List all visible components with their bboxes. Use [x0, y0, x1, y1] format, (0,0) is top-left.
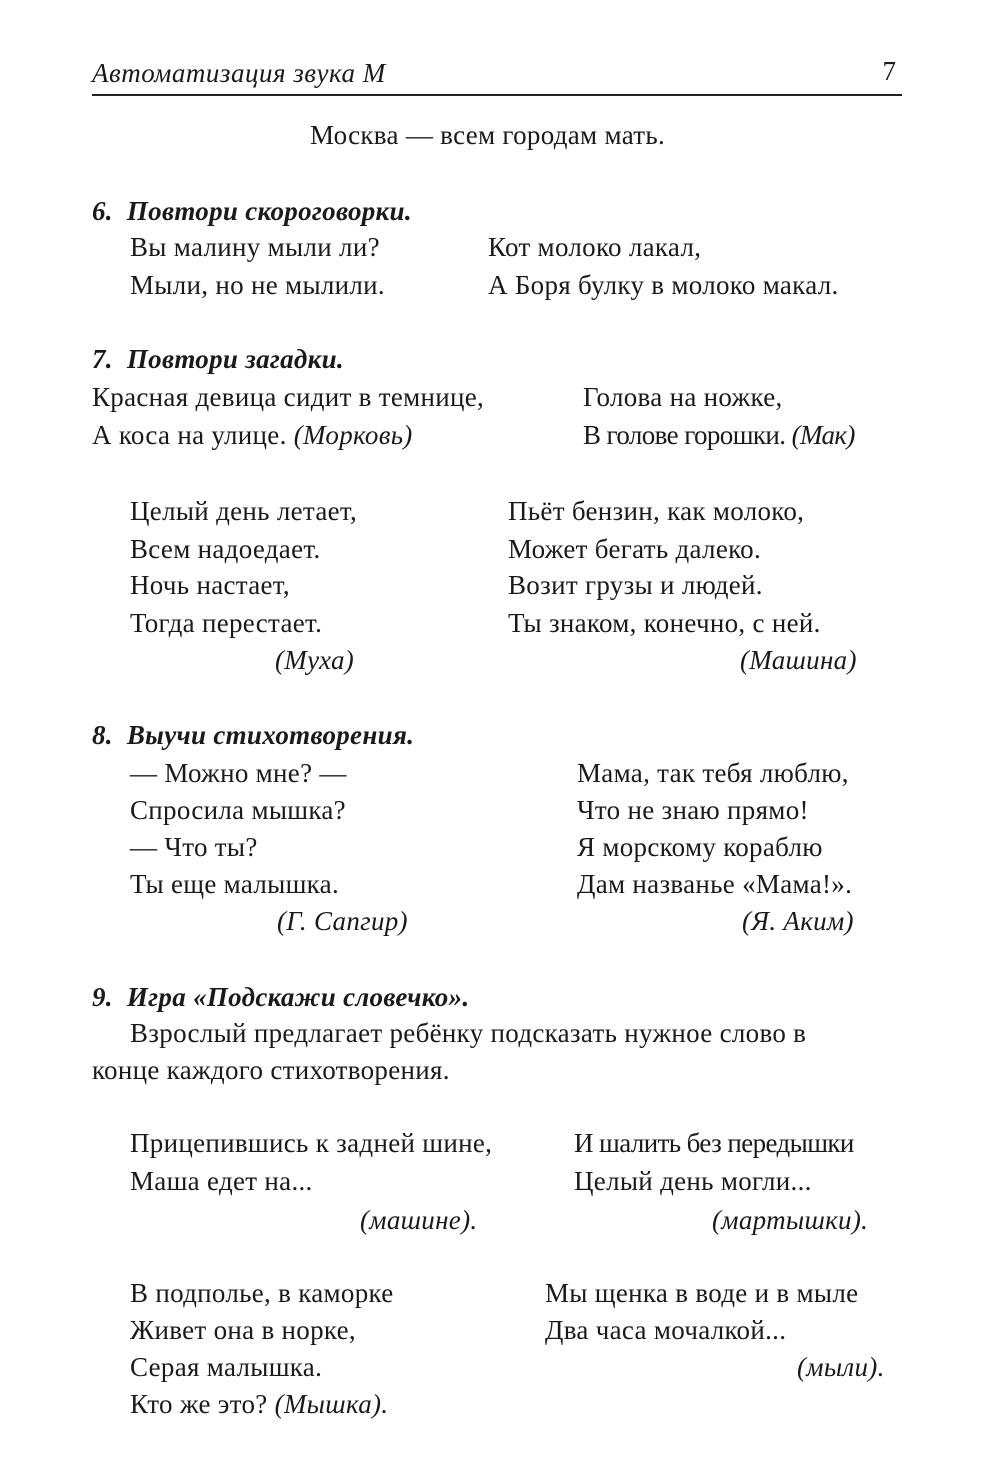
riddle-3-line-2: Всем надоедает. [130, 534, 321, 564]
section-9-heading [92, 982, 469, 1013]
section-9-intro-line-2: конце каждого стихотворения. [92, 1055, 450, 1085]
riddle-1-line-1: Красная девица сидит в темнице, [92, 382, 485, 412]
game-poem-2-line-1: И шалить без передышки [574, 1128, 854, 1158]
section-8-number: 8. [92, 720, 113, 750]
poem-2-line-1: Мама, так тебя люблю, [577, 758, 849, 788]
game-poem-4-line-2: Два часа мочалкой... [545, 1315, 787, 1345]
riddle-4-line-2: Может бегать далеко. [508, 534, 761, 564]
riddle-2-text: В голове горошки. [583, 420, 786, 450]
tongue-twister-1-line-2: Мыли, но не мылили. [130, 270, 385, 300]
riddle-2-answer: (Мак) [791, 420, 855, 450]
riddle-1-text: А коса на улице. [92, 420, 287, 450]
poem-2-line-2: Что не знаю прямо! [577, 795, 809, 825]
section-7-title: Повтори загадки. [126, 344, 344, 374]
riddle-4-line-1: Пьёт бензин, как молоко, [508, 496, 805, 526]
game-poem-3-answer: (Мышка). [274, 1389, 389, 1419]
game-poem-3-line-4 [130, 1389, 388, 1420]
section-7-heading [92, 344, 344, 375]
game-poem-3-line-3: Серая малышка. [130, 1352, 323, 1382]
poem-2-line-4: Дам названье «Мама!». [577, 869, 853, 899]
page-number: 7 [882, 56, 896, 86]
game-poem-1-answer: (машине). [360, 1205, 478, 1235]
proverb: Москва — всем городам мать. [310, 120, 666, 150]
game-poem-1-line-1: Прицепившись к задней шине, [130, 1128, 493, 1158]
tongue-twister-2-line-1: Кот молоко лакал, [488, 232, 702, 262]
game-poem-3-line-2: Живет она в норке, [130, 1315, 356, 1345]
section-9-title: Игра «Подскажи словечко». [126, 982, 470, 1012]
poem-1-line-3: — Что ты? [130, 832, 258, 862]
poem-1-line-2: Спросила мышка? [130, 795, 346, 825]
riddle-1-answer: (Морковь) [293, 420, 413, 450]
game-poem-1-line-2: Маша едет на... [130, 1166, 313, 1196]
section-6-number: 6. [92, 196, 113, 226]
section-6-title: Повтори скороговорки. [126, 196, 412, 226]
riddle-2-line-1: Голова на ножке, [583, 382, 783, 412]
riddle-3-answer: (Муха) [275, 645, 355, 675]
game-poem-2-line-2: Целый день могли... [574, 1166, 812, 1196]
riddle-3-line-4: Тогда перестает. [130, 608, 323, 638]
running-header [92, 54, 902, 96]
game-poem-3-question: Кто же это? [130, 1389, 268, 1419]
poem-1-line-4: Ты еще малышка. [130, 869, 340, 899]
section-6-heading [92, 196, 412, 227]
section-7-number: 7. [92, 344, 113, 374]
riddle-2-line-2 [583, 420, 855, 451]
riddle-3-line-3: Ночь настает, [130, 570, 290, 600]
riddle-4-answer: (Машина) [740, 645, 857, 675]
game-poem-3-line-1: В подполье, в каморке [130, 1278, 394, 1308]
tongue-twister-1-line-1: Вы малину мыли ли? [130, 232, 380, 262]
game-poem-4-line-1: Мы щенка в воде и в мыле [545, 1278, 859, 1308]
section-9-number: 9. [92, 982, 113, 1012]
tongue-twister-2-line-2: А Боря булку в молоко макал. [488, 270, 839, 300]
section-9-intro-line-1: Взрослый предлагает ребёнку подсказать нужное слово в [130, 1018, 807, 1048]
riddle-4-line-3: Возит грузы и людей. [508, 570, 763, 600]
riddle-3-line-1: Целый день летает, [130, 496, 358, 526]
running-title: Автоматизация звука М [92, 58, 386, 88]
poem-2-line-3: Я морскому кораблю [577, 832, 823, 862]
poem-1-line-1: — Можно мне? — [130, 758, 347, 788]
section-8-heading [92, 720, 414, 751]
poem-2-author: (Я. Аким) [742, 906, 854, 936]
game-poem-2-answer: (мартышки). [712, 1205, 869, 1235]
section-8-title: Выучи стихотворения. [126, 720, 415, 750]
riddle-1-line-2 [92, 420, 413, 451]
game-poem-4-answer: (мыли). [797, 1352, 885, 1382]
riddle-4-line-4: Ты знаком, конечно, с ней. [508, 608, 821, 638]
poem-1-author: (Г. Сапгир) [277, 906, 408, 936]
